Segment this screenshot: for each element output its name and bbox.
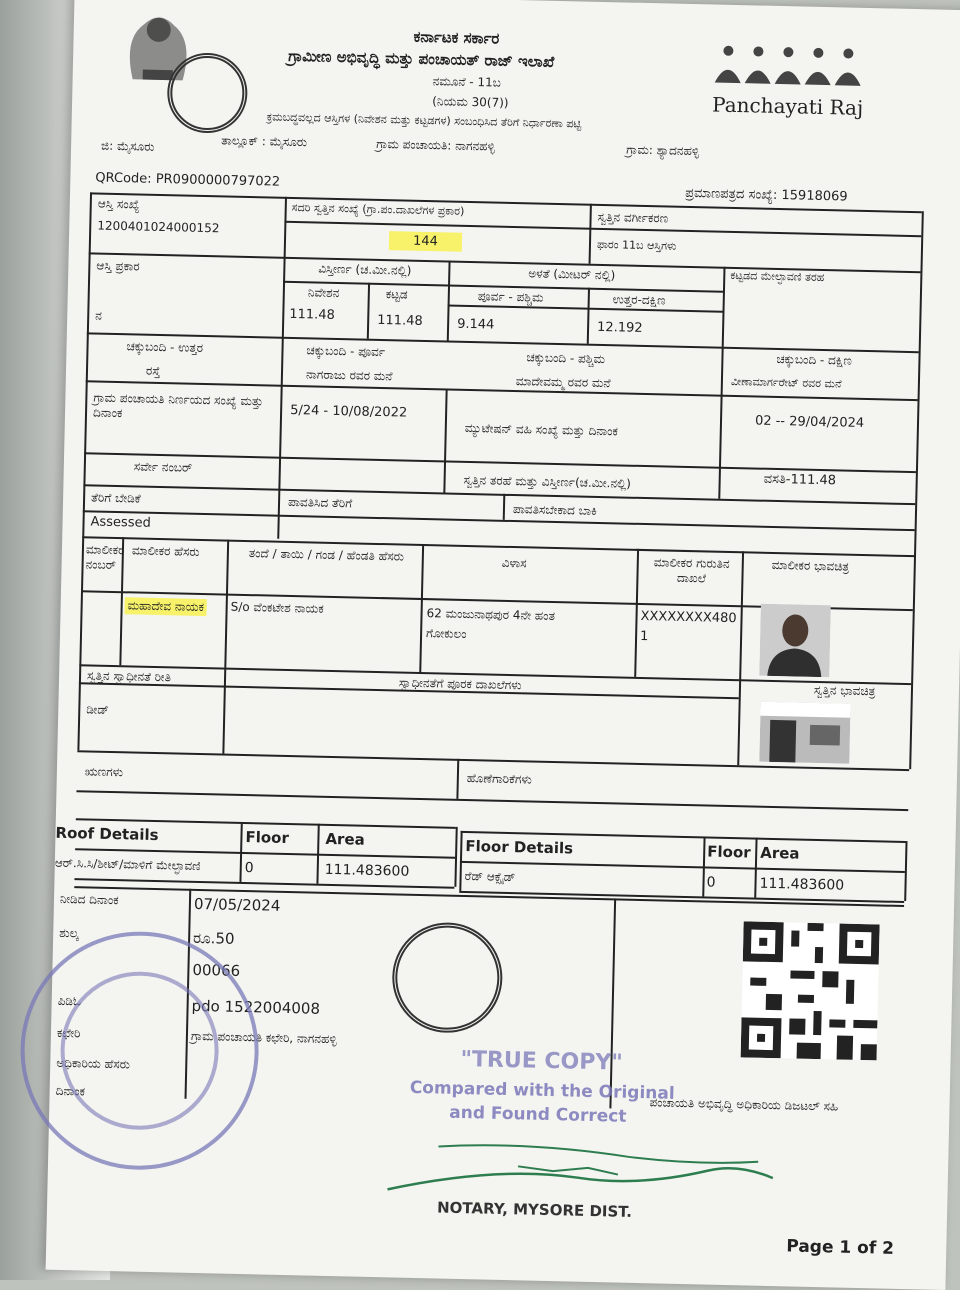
panchayati-raj-logo-icon xyxy=(713,42,864,91)
table-border xyxy=(443,388,447,492)
page-number: Page 1 of 2 xyxy=(786,1236,895,1259)
table-border xyxy=(587,288,590,344)
fee-value: ರೂ.50 xyxy=(192,928,235,948)
qr-code-icon xyxy=(741,921,880,1060)
tax-demand-label: ತೆರಿಗೆ ಬೇಡಿಕೆ xyxy=(90,490,141,506)
left-floor-value: 0 xyxy=(244,860,254,877)
left-area-value: 111.483600 xyxy=(324,861,410,880)
property-id-value: 1200401024000152 xyxy=(97,218,220,236)
pdo-value: pdo 1522004008 xyxy=(191,996,321,1018)
building-area-value: 111.48 xyxy=(377,312,423,329)
table-border xyxy=(84,452,916,472)
table-border xyxy=(83,510,915,530)
table-border xyxy=(447,261,450,341)
property-nature-value: ವಸತಿ-111.48 xyxy=(763,471,837,489)
gov-title: ಕರ್ನಾಟಕ ಸರ್ಕಾರ xyxy=(413,27,500,48)
north-boundary-label: ಚಕ್ಕುಬಂದಿ - ಉತ್ತರ xyxy=(126,339,204,355)
assets-label: ಋಣಗಳು xyxy=(84,764,124,780)
dept-title: ಗ್ರಾಮೀಣ ಅಭಿವೃದ್ಧಿ ಮತ್ತು ಪಂಚಾಯತ್ ರಾಜ್ ಇಲಾಖೆ xyxy=(287,46,555,71)
south-boundary-value: ವೀಣಾಮಾರ್ಗರೇಟ್ ರವರ ಮನೆ xyxy=(730,374,842,391)
gram-panchayat-seal xyxy=(391,921,503,1033)
property-photo-label: ಸ್ವತ್ತಿನ ಭಾವಚಿತ್ರ xyxy=(813,682,876,699)
table-border xyxy=(77,192,91,750)
table-border xyxy=(82,536,914,556)
north-boundary-value: ರಸ್ತೆ xyxy=(145,363,161,378)
left-floor-header: Floor xyxy=(245,828,290,848)
acquisition-docs-label: ಸ್ವಾಧೀನತೆಗೆ ಪೂರಕ ದಾಖಲೆಗಳು xyxy=(398,675,522,693)
owner-name-value: ಮಹಾದೇವ ನಾಯಕ xyxy=(124,597,207,616)
east-boundary-value: ನಾಗರಾಜು ರವರ ಮನೆ xyxy=(305,367,393,384)
panchayati-raj-logo-text: Panchayati Raj xyxy=(711,92,864,120)
area-header: ವಿಸ್ತೀರ್ಣ (ಚ.ಮೀ.ನಲ್ಲಿ) xyxy=(318,261,412,278)
office-label: ಕಛೇರಿ xyxy=(56,1025,81,1041)
address-header: ವಿಳಾಸ xyxy=(501,555,527,571)
taluk: ತಾಲ್ಲೂಕ್ : ಮೈಸೂರು xyxy=(221,133,308,150)
document-page xyxy=(46,0,960,1290)
mutation-value: 02 -- 29/04/2024 xyxy=(754,413,865,431)
west-boundary-label: ಚಕ್ಕುಬಂದಿ - ಪಶ್ಚಿಮ xyxy=(526,350,606,367)
building-label: ಕಟ್ಟಡ xyxy=(385,287,408,302)
property-id-label: ಆಸ್ತಿ ಸಂಖ್ಯೆ xyxy=(97,196,140,212)
west-boundary-value: ಮಾದೇವಮ್ಮ ರವರ ಮನೆ xyxy=(515,374,611,391)
compared-stamp: Compared with the Original xyxy=(409,1077,675,1104)
left-desc-value: ಆರ್.ಸಿ.ಸಿ/ಶೀಟ್/ಮಾಳಿಗೆ ಮೇಲ್ಛಾವಣಿ xyxy=(54,855,201,874)
property-number-header: ಸದರಿ ಸ್ವತ್ತಿನ ಸಂಖ್ಯೆ (ಗ್ರಾ.ಪಂ.ದಾಖಲೆಗಳ ಪ್ರಕಾರ) xyxy=(291,200,465,218)
north-south-label: ಉತ್ತರ-ದಕ್ಷಿಣ xyxy=(612,292,666,308)
address-line-2: ಗೋಕುಲಂ xyxy=(425,626,467,642)
acquisition-mode-label: ಸ್ವತ್ತಿನ ಸ್ವಾಧೀನತೆ ರೀತಿ xyxy=(86,668,172,685)
certificate-number: ಪ್ರಮಾಣಪತ್ರದ ಸಂಖ್ಯೆ: 15918069 xyxy=(685,185,848,205)
district: ಜಿ: ಮೈಸೂರು xyxy=(100,138,155,154)
qr-code-number: QRCode: PR0900000797022 xyxy=(95,170,281,190)
form-number: ನಮೂನೆ - 11ಬ xyxy=(432,74,502,90)
assessed-status: Assessed xyxy=(90,514,151,531)
east-west-value: 9.144 xyxy=(456,316,495,333)
right-desc-value: ರೆಡ್ ಆಕ್ಸೈಡ್ xyxy=(464,869,516,885)
left-area-header: Area xyxy=(325,829,365,849)
table-border xyxy=(609,898,615,1108)
gram-panchayat: ಗ್ರಾಮ ಪಂಚಾಯತಿ: ನಾಗನಹಳ್ಳಿ xyxy=(376,136,496,154)
right-area-value: 111.483600 xyxy=(759,875,845,894)
owner-photo xyxy=(759,604,831,678)
table-border xyxy=(456,759,458,799)
east-west-label: ಪೂರ್ವ - ಪಶ್ಚಿಮ xyxy=(477,289,544,305)
north-south-value: 12.192 xyxy=(596,319,643,336)
notary-label: NOTARY, MYSORE DIST. xyxy=(436,1198,633,1221)
rule-number: (ನಿಯಮ 30(7)) xyxy=(432,94,509,110)
table-border xyxy=(277,197,286,539)
table-border xyxy=(589,204,592,264)
floor-details-header: Floor Details xyxy=(465,837,574,858)
table-border xyxy=(76,790,908,810)
property-type-label: ಆಸ್ತಿ ಪ್ರಕಾರ xyxy=(96,258,140,274)
owner-photo-header: ಮಾಲೀಕರ ಭಾವಚಿತ್ರ xyxy=(771,557,850,574)
property-photo xyxy=(759,702,850,764)
gp-resolution-value: 5/24 - 10/08/2022 xyxy=(289,402,408,421)
owner-id-header: ಮಾಲೀಕರ ಗುರುತಿನ ದಾಖಲೆ xyxy=(653,555,730,586)
pdo-label: ಪಿಡಿಓ xyxy=(57,993,82,1009)
relation-header: ತಂದೆ / ತಾಯಿ / ಗಂಡ / ಹೆಂಡತಿ ಹೆಸರು xyxy=(248,546,405,564)
roof-type-header: ಕಟ್ಟಡದ ಮೇಲ್ಛಾವಣಿ ತರಹ xyxy=(730,268,825,285)
tax-paid-label: ಪಾವತಿಸಿದ ತೆರಿಗೆ xyxy=(287,494,353,511)
gp-resolution-label: ಗ್ರಾಮ ಪಂಚಾಯತಿ ನಿರ್ಣಯದ ಸಂಖ್ಯೆ ಮತ್ತು ದಿನಾಂಕ xyxy=(92,390,264,421)
address-line-1: 62 ಮಂಜುನಾಥಪುರ 4ನೇ ಹಂತ xyxy=(426,606,556,624)
table-border xyxy=(454,827,457,887)
table-border xyxy=(222,668,225,754)
owner-id-line-1: XXXXXXXX480 xyxy=(640,608,737,627)
receipt-value: 00066 xyxy=(192,960,241,980)
true-copy-stamp: "TRUE COPY" xyxy=(460,1046,624,1076)
site-label: ನಿವೇಶನ xyxy=(307,285,340,301)
owner-name-header: ಮಾಲೀಕರ ಹೆಸರು xyxy=(131,543,200,559)
date-label: ದಿನಾಂಕ xyxy=(55,1083,86,1099)
right-area-header: Area xyxy=(760,843,800,863)
site-area-value: 111.48 xyxy=(289,306,335,323)
roof-details-header: Roof Details xyxy=(55,823,159,845)
digital-signature-label: ಪಂಚಾಯತಿ ಅಭಿವೃದ್ಧಿ ಅಧಿಕಾರಿಯ ಡಿಜಟಲ್ ಸಹಿ xyxy=(649,1095,839,1114)
found-correct-stamp: and Found Correct xyxy=(449,1102,627,1127)
table-border xyxy=(904,841,907,901)
table-border xyxy=(722,267,725,347)
table-border xyxy=(448,304,723,312)
property-type-value: ನ xyxy=(95,308,103,323)
classification-header: ಸ್ವತ್ತಿನ ವರ್ಗೀಕರಣ xyxy=(597,209,669,226)
property-number-value: 144 xyxy=(389,231,462,252)
panchayat-seal-top xyxy=(166,52,248,134)
signer-label: ಅಧಿಕಾರಿಯ ಹೆಸರು xyxy=(56,1055,131,1072)
owner-id-line-2: 1 xyxy=(639,628,649,645)
relation-value: S/o ವೆಂಕಟೇಶ ನಾಯಕ xyxy=(230,599,324,616)
table-border xyxy=(718,347,723,499)
table-border xyxy=(367,283,370,339)
east-boundary-label: ಚಕ್ಕುಬಂದಿ - ಪೂರ್ವ xyxy=(306,343,386,360)
south-boundary-label: ಚಕ್ಕುಬಂದಿ - ದಕ್ಷಿಣ xyxy=(776,351,853,368)
classification-value: ಫಾರಂ 11ಬ ಆಸ್ತಿಗಳು xyxy=(596,237,677,253)
fee-label: ಶುಲ್ಕ xyxy=(59,925,79,941)
survey-number-label: ಸರ್ವೇ ನಂಬರ್ xyxy=(133,459,193,475)
table-border xyxy=(909,211,923,769)
table-border xyxy=(460,861,905,873)
table-border xyxy=(224,540,228,668)
tax-balance-label: ಪಾವತಿಸಬೇಕಾದ ಬಾಕಿ xyxy=(512,502,597,518)
dimension-header: ಅಳತೆ (ಮೀಟರ್ ನಲ್ಲಿ) xyxy=(528,266,616,283)
acquisition-mode-value: ಡೀಡ್ xyxy=(86,702,110,717)
document-subtitle: ಕ್ರಮಬದ್ಧವಲ್ಲದ ಆಸ್ತಿಗಳ (ನಿವೇಶನ ಮತ್ತು ಕಟ್ಟಡಗಳ) ಸಂಬಂಧಿಸಿದ ತೆರಿಗೆ ನಿರ್ಧಾರಣಾ ಪಟ್ಟಿ xyxy=(266,110,582,131)
property-nature-label: ಸ್ವತ್ತಿನ ತರಹೆ ಮತ್ತು ವಿಸ್ತೀರ್ಣ(ಚ.ಮೀ.ನಲ್ಲಿ) xyxy=(463,472,632,491)
table-border xyxy=(737,551,743,765)
table-border xyxy=(87,332,919,352)
right-floor-header: Floor xyxy=(707,842,751,862)
right-floor-value: 0 xyxy=(706,874,716,891)
village: ಗ್ರಾಮ: ಶ್ಯಾದನಹಳ್ಳಿ xyxy=(625,142,700,159)
table-border xyxy=(419,544,423,672)
table-border xyxy=(503,494,505,520)
table-border xyxy=(634,549,638,677)
issue-date-value: 07/05/2024 xyxy=(193,894,281,915)
liabilities-label: ಹೊಣೆಗಾರಿಕೆಗಳು xyxy=(466,771,532,787)
owner-no-header: ಮಾಲೀಕರ ನಂಬರ್ xyxy=(85,542,125,573)
office-value: ಗ್ರಾಮ ಪಂಚಾಯತಿ ಕಛೇರಿ, ನಾಗನಹಳ್ಳಿ xyxy=(190,1028,337,1047)
mutation-label: ಮ್ಯುಟೇಷನ್ ವಹಿ ಸಂಖ್ಯೆ ಮತ್ತು ದಿನಾಂಕ xyxy=(464,420,619,439)
issue-date-label: ನೀಡಿದ ದಿನಾಂಕ xyxy=(59,891,119,908)
